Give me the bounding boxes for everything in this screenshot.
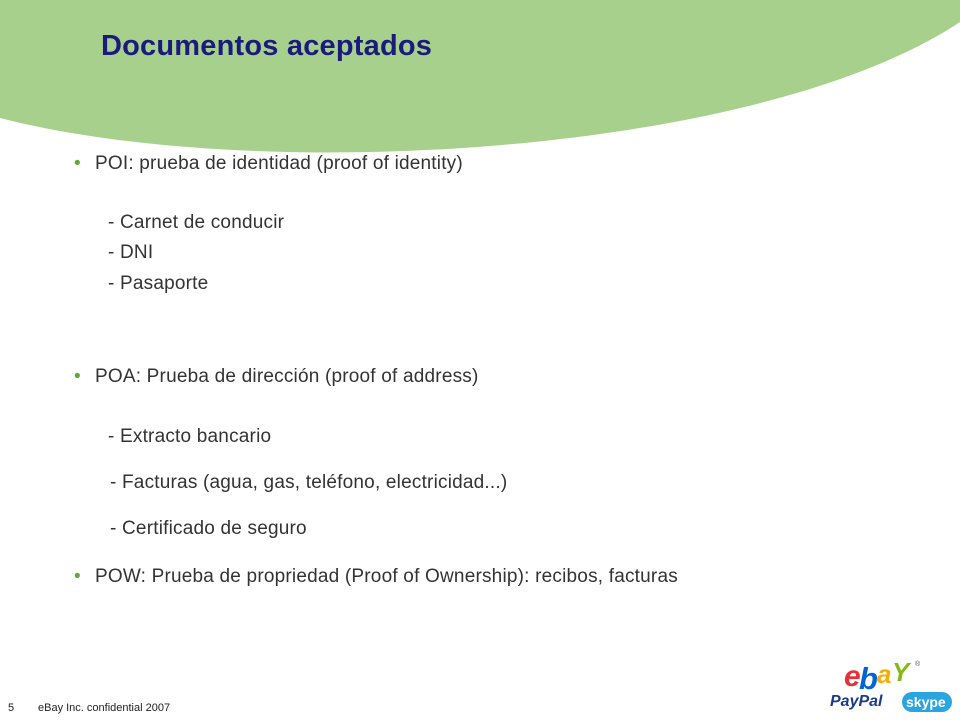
sub-item: - Certificado de seguro <box>110 518 307 539</box>
bullet-dot: • <box>74 366 81 387</box>
sub-item: - Extracto bancario <box>108 426 272 447</box>
skype-logo-text: skype <box>906 694 946 710</box>
slide-title: Documentos aceptados <box>101 30 433 62</box>
sub-item: - Pasaporte <box>108 273 209 294</box>
page-number: 5 <box>8 702 15 714</box>
footer-confidential: eBay Inc. confidential 2007 <box>38 702 171 714</box>
bullet-text: POA: Prueba de dirección (proof of address) <box>95 366 479 387</box>
header-band <box>0 0 960 160</box>
sub-item: - Facturas (agua, gas, teléfono, electricidad...) <box>110 472 508 493</box>
ebay-letter: Y <box>892 657 910 687</box>
trademark-mark: ® <box>915 661 921 668</box>
bullet-poa <box>74 366 479 388</box>
bullet-poi <box>74 153 463 175</box>
bullet-pow <box>74 566 678 588</box>
sub-item: - DNI <box>108 242 154 263</box>
bullet-text: POW: Prueba de propriedad (Proof of Ownership): recibos, facturas <box>95 566 678 587</box>
bullet-dot: • <box>74 566 81 587</box>
bullet-dot: • <box>74 153 81 174</box>
skype-logo <box>902 692 952 712</box>
paypal-logo: PayPal <box>830 693 883 710</box>
sub-item: - Carnet de conducir <box>108 212 285 233</box>
ebay-letter: a <box>877 659 892 689</box>
header-band-shape <box>0 0 960 152</box>
ebay-letter: b <box>859 661 878 696</box>
ebay-letter: e <box>844 660 861 693</box>
bullet-text: POI: prueba de identidad (proof of identity) <box>95 153 463 174</box>
partner-logos <box>824 650 954 714</box>
ebay-logo <box>844 657 921 696</box>
